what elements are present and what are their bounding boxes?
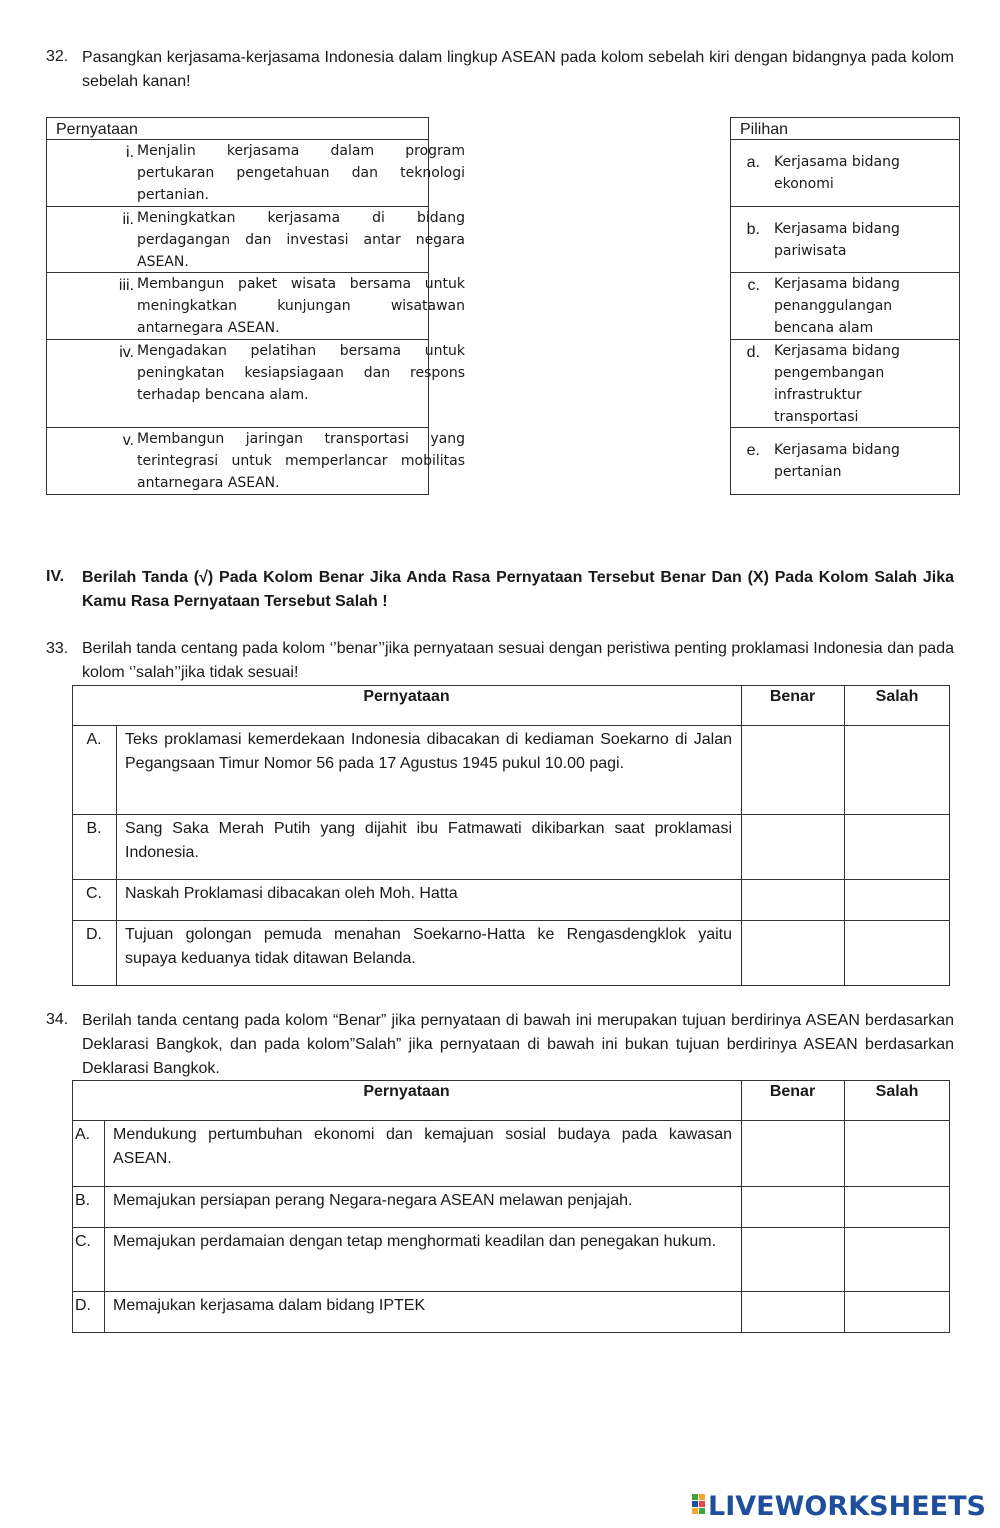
logo-square bbox=[692, 1501, 698, 1507]
statement-text: Membangun paket wisata bersama untuk meningkatkan kunjungan wisatawan antarnegara ASEAN. bbox=[137, 276, 465, 336]
q34-row-key: D. bbox=[75, 1297, 91, 1314]
q33-row-key: A. bbox=[86, 731, 102, 748]
logo-wordmark: LIVEWORKSHEETS bbox=[708, 1491, 986, 1522]
q32-option-item[interactable] bbox=[730, 207, 960, 273]
q33-row-c-benar-cell[interactable] bbox=[742, 880, 844, 920]
q34-instruction: Berilah tanda centang pada kolom “Benar” jika pernyataan di bawah ini merupakan tujuan berdirinya ASEAN berdasarkan Deklarasi Bangkok, dan pada kolom”Salah” jika pernyataan di bawah ini bukan tujuan berdirinya ASEAN berdasarkan Deklarasi Bangkok. bbox=[82, 1012, 954, 1077]
q33-row-a-salah-cell[interactable] bbox=[845, 726, 950, 814]
logo-square bbox=[692, 1494, 698, 1500]
q33-row-d-salah-cell[interactable] bbox=[845, 921, 950, 985]
option-key: c. bbox=[747, 277, 760, 294]
q33-row-key: C. bbox=[86, 885, 102, 902]
statement-key: iv. bbox=[119, 344, 134, 361]
q33-row-text: Tujuan golongan pemuda menahan Soekarno-Hatta ke Rengasdengklok yaitu supaya keduanya tidak ditawan Belanda. bbox=[125, 926, 732, 967]
option-text: Kerjasama bidang pariwisata bbox=[774, 221, 900, 259]
q33-row-text: Sang Saka Merah Putih yang dijahit ibu Fatmawati dikibarkan saat proklamasi Indonesia. bbox=[125, 820, 732, 861]
q34-row-a-benar-cell[interactable] bbox=[742, 1121, 844, 1186]
statement-text: Mengadakan pelatihan bersama untuk peningkatan kesiapsiagaan dan respons terhadap bencana alam. bbox=[137, 343, 465, 403]
q33-number: 33. bbox=[46, 640, 69, 657]
q33-row-d-benar-cell[interactable] bbox=[742, 921, 844, 985]
q33-header-statement: Pernyataan bbox=[363, 688, 450, 705]
q34-row-d-salah-cell[interactable] bbox=[845, 1292, 950, 1332]
q32-statement-item[interactable] bbox=[46, 140, 465, 206]
q33-header-false: Salah bbox=[875, 688, 919, 705]
q34-row-c-salah-cell[interactable] bbox=[845, 1228, 950, 1291]
section-heading: Berilah Tanda (√) Pada Kolom Benar Jika Anda Rasa Pernyataan Tersebut Benar Dan (X) Pada Kolom Salah Jika Kamu Rasa Pernyataan Tersebut Salah ! bbox=[82, 569, 954, 610]
q34-row-c-benar-cell[interactable] bbox=[742, 1228, 844, 1291]
logo-square bbox=[699, 1494, 705, 1500]
q34-header-true: Benar bbox=[769, 1083, 816, 1100]
statement-text: Membangun jaringan transportasi yang terintegrasi untuk memperlancar mobilitas antarnegara ASEAN. bbox=[137, 431, 465, 491]
q32-instruction: Pasangkan kerjasama-kerjasama Indonesia dalam lingkup ASEAN pada kolom sebelah kiri dengan bidangnya pada kolom sebelah kanan! bbox=[82, 49, 954, 90]
q32-statement-item[interactable] bbox=[46, 428, 465, 494]
liveworksheets-logo[interactable] bbox=[690, 1488, 990, 1522]
q34-row-key: C. bbox=[75, 1233, 91, 1250]
q32-option-item[interactable] bbox=[730, 273, 960, 339]
q32-statement-item[interactable] bbox=[46, 340, 465, 428]
q34-header-statement: Pernyataan bbox=[363, 1083, 450, 1100]
q32-number: 32. bbox=[46, 48, 69, 65]
option-key: a. bbox=[746, 154, 760, 171]
q34-row-text: Mendukung pertumbuhan ekonomi dan kemajuan sosial budaya pada kawasan ASEAN. bbox=[113, 1126, 732, 1167]
q34-row-b-salah-cell[interactable] bbox=[845, 1187, 950, 1227]
q32-option-item[interactable] bbox=[730, 140, 960, 206]
q33-row-c-salah-cell[interactable] bbox=[845, 880, 950, 920]
q33-row-key: B. bbox=[86, 820, 102, 837]
q34-row-text: Memajukan kerjasama dalam bidang IPTEK bbox=[113, 1297, 426, 1314]
option-key: e. bbox=[746, 442, 760, 459]
q34-row-a-salah-cell[interactable] bbox=[845, 1121, 950, 1186]
q33-row-a-benar-cell[interactable] bbox=[742, 726, 844, 814]
q33-instruction: Berilah tanda centang pada kolom ‘’benar’’jika pernyataan sesuai dengan peristiwa penting proklamasi Indonesia dan pada kolom ‘’salah’’jika tidak sesuai! bbox=[82, 640, 954, 681]
option-key: d. bbox=[746, 344, 760, 361]
q34-row-key: A. bbox=[75, 1126, 91, 1143]
liveworksheets-logo-graphic bbox=[690, 1488, 990, 1522]
q34-header-false: Salah bbox=[875, 1083, 919, 1100]
q33-row-key: D. bbox=[86, 926, 102, 943]
statement-text: Menjalin kerjasama dalam program pertukaran pengetahuan dan teknologi pertanian. bbox=[137, 143, 465, 203]
q32-option-item[interactable] bbox=[730, 428, 960, 494]
section-number: IV. bbox=[46, 568, 65, 585]
q32-left-header: Pernyataan bbox=[56, 121, 138, 138]
q32-option-item[interactable] bbox=[730, 340, 960, 428]
q33-row-text: Naskah Proklamasi dibacakan oleh Moh. Hatta bbox=[125, 885, 458, 902]
q32-statement-item[interactable] bbox=[46, 207, 465, 273]
q34-row-text: Memajukan perdamaian dengan tetap menghormati keadilan dan penegakan hukum. bbox=[113, 1233, 717, 1250]
q33-header-true: Benar bbox=[769, 688, 816, 705]
q34-number: 34. bbox=[46, 1011, 69, 1028]
q34-row-b-benar-cell[interactable] bbox=[742, 1187, 844, 1227]
statement-text: Meningkatkan kerjasama di bidang perdagangan dan investasi antar negara ASEAN. bbox=[137, 210, 465, 270]
option-text: Kerjasama bidang ekonomi bbox=[774, 154, 900, 192]
q34-row-text: Memajukan persiapan perang Negara-negara ASEAN melawan penjajah. bbox=[113, 1192, 633, 1209]
q34-row-key: B. bbox=[75, 1192, 91, 1209]
q34-row-d-benar-cell[interactable] bbox=[742, 1292, 844, 1332]
logo-square bbox=[699, 1508, 705, 1514]
option-text: Kerjasama bidang penanggulangan bencana alam bbox=[774, 276, 900, 336]
q33-row-b-salah-cell[interactable] bbox=[845, 815, 950, 879]
q33-row-text: Teks proklamasi kemerdekaan Indonesia dibacakan di kediaman Soekarno di Jalan Pegangsaan Timur Nomor 56 pada 17 Agustus 1945 pukul 10.00 pagi. bbox=[125, 731, 732, 772]
q32-right-header: Pilihan bbox=[740, 121, 789, 138]
option-key: b. bbox=[746, 221, 760, 238]
statement-key: v. bbox=[122, 432, 134, 449]
logo-square bbox=[692, 1508, 698, 1514]
option-text: Kerjasama bidang pengembangan infrastruktur transportasi bbox=[774, 343, 900, 425]
option-text: Kerjasama bidang pertanian bbox=[774, 442, 900, 480]
statement-key: ii. bbox=[122, 211, 134, 228]
statement-key: i. bbox=[126, 144, 134, 161]
logo-square bbox=[699, 1501, 705, 1507]
statement-key: iii. bbox=[118, 277, 134, 294]
q32-statement-item[interactable] bbox=[46, 273, 465, 339]
q33-row-b-benar-cell[interactable] bbox=[742, 815, 844, 879]
